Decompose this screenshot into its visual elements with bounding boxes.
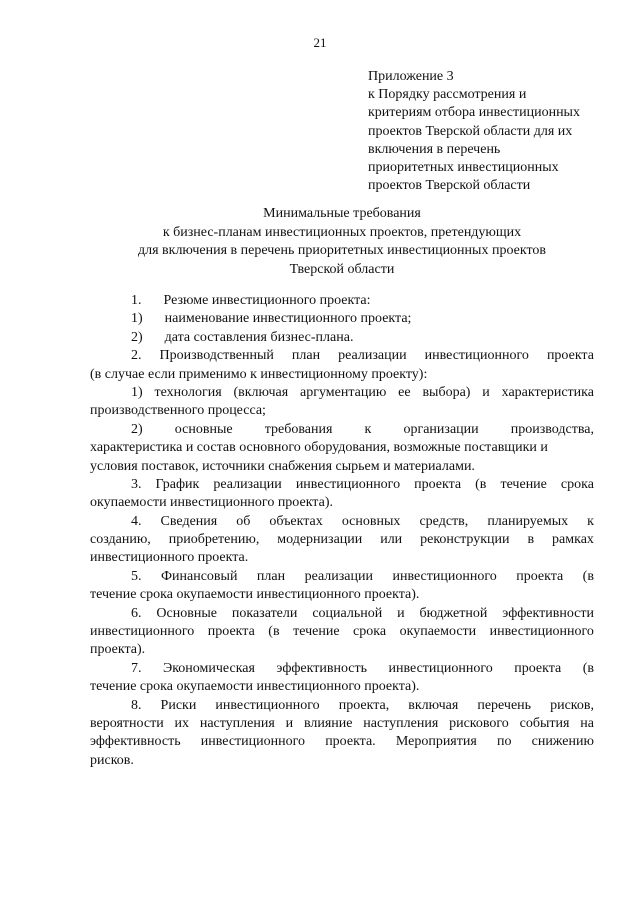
text-line	[90, 623, 594, 641]
appendix-line: к Порядку рассмотрения и	[368, 87, 527, 103]
word: (включая	[233, 384, 289, 400]
word: проекта	[546, 348, 594, 364]
word: (в	[475, 476, 487, 492]
word: инвестиционного	[200, 734, 306, 750]
word: производства,	[510, 421, 594, 437]
item-number: 1.	[131, 293, 142, 308]
word: основных	[341, 513, 401, 529]
word: ее	[398, 384, 411, 400]
word: об	[236, 513, 251, 529]
word: социальной	[312, 605, 383, 621]
list-item-8	[90, 697, 594, 715]
appendix-line: проектов Тверской области	[368, 178, 531, 194]
word: организации	[403, 421, 479, 437]
sub-item	[90, 329, 594, 347]
word: инвестиционного	[215, 697, 320, 713]
word: Основные	[156, 605, 217, 621]
list-item-6	[90, 605, 594, 623]
word: срока	[353, 624, 387, 640]
word: Риски	[160, 697, 197, 713]
list-item-5	[90, 568, 594, 586]
word: объектах	[269, 513, 323, 529]
text-line: течение срока окупаемости инвестиционного проекта).	[90, 587, 420, 603]
word: рискового	[449, 715, 509, 731]
title-line: к бизнес-планам инвестиционных проектов, претендующих	[162, 224, 522, 240]
word: показатели	[231, 605, 298, 621]
list-item-7	[90, 660, 594, 678]
text-line: проекта).	[90, 642, 146, 658]
word: на	[580, 715, 594, 731]
word: включая	[408, 697, 459, 713]
word: наступления	[199, 715, 275, 731]
word: характеристика	[501, 384, 594, 400]
word: окупаемости	[399, 624, 477, 640]
word: основные	[174, 421, 233, 437]
word: Сведения	[160, 513, 218, 529]
appendix-header	[368, 68, 618, 195]
word: Экономическая	[162, 660, 255, 676]
list-item-4	[90, 513, 594, 531]
text-line: инвестиционного проекта.	[90, 550, 249, 566]
word: рисков,	[550, 697, 594, 713]
word: течение	[293, 624, 340, 640]
text-line: окупаемости инвестиционного проекта).	[90, 495, 333, 511]
text-line: производственного процесса;	[90, 403, 266, 419]
word: проекта	[516, 568, 564, 584]
word: план	[256, 568, 286, 584]
text-line: рисков.	[90, 752, 134, 768]
word: Производственный	[159, 348, 274, 364]
word: инвестиционного	[90, 624, 195, 640]
word: реализации	[213, 476, 282, 492]
title-line: Минимальные требования	[263, 206, 421, 221]
word: и	[285, 715, 294, 731]
word: реализации	[304, 568, 373, 584]
item-number: 1)	[131, 384, 143, 400]
word: модернизации	[277, 532, 363, 548]
word: их	[174, 715, 190, 731]
word: инвестиционного	[388, 660, 493, 676]
word: план	[291, 348, 321, 364]
word: течение	[500, 476, 547, 492]
word: реконструкции	[420, 532, 510, 548]
title-line: Тверской области	[289, 261, 395, 277]
word: эффективность	[90, 734, 181, 750]
word: проекта	[207, 624, 255, 640]
word: (в	[582, 568, 594, 584]
word: проекта,	[338, 697, 390, 713]
word: или	[380, 532, 403, 548]
word: (в	[268, 624, 280, 640]
appendix-line: критериям отбора инвестиционных	[368, 105, 580, 121]
word: аргументацию	[300, 384, 387, 400]
word: проекта	[514, 660, 562, 676]
appendix-line: включения в перечень	[368, 141, 501, 157]
word: в	[527, 532, 535, 548]
item-number: 3.	[131, 476, 142, 492]
word: рамках	[552, 532, 594, 548]
word: бюджетной	[419, 605, 488, 621]
word: наступления	[363, 715, 439, 731]
word: приобретению,	[168, 532, 260, 548]
item-number: 8.	[131, 697, 142, 713]
text-line	[90, 733, 594, 751]
item-text: Резюме инвестиционного проекта:	[163, 293, 371, 308]
word: влияние	[303, 715, 353, 731]
word: эффективности	[502, 605, 594, 621]
word: вероятности	[90, 715, 164, 731]
word: и	[482, 384, 490, 400]
word: (в	[582, 660, 594, 676]
text-line: характеристика и состав основного оборудования, возможные поставщики и	[90, 440, 548, 456]
word: выбора)	[422, 384, 471, 400]
word: эффективность	[276, 660, 368, 676]
text-line	[90, 715, 594, 733]
word: к	[587, 513, 594, 529]
item-text: дата составления бизнес-плана.	[164, 329, 354, 345]
sub-item	[90, 384, 594, 402]
word: инвестиционного	[489, 624, 594, 640]
word: Мероприятия	[395, 734, 477, 750]
item-number: 4.	[131, 513, 142, 529]
word: проекта.	[325, 734, 376, 750]
word: инвестиционного	[392, 568, 497, 584]
item-number: 6.	[131, 605, 142, 621]
appendix-line: приоритетных инвестиционных	[368, 160, 559, 176]
word: и	[397, 605, 405, 621]
word: срока	[560, 476, 594, 492]
word: перечень	[477, 697, 532, 713]
item-number: 2)	[131, 421, 143, 437]
word: График	[155, 476, 200, 492]
word: средств,	[419, 513, 469, 529]
word: по	[496, 734, 512, 750]
word: проекта	[414, 476, 462, 492]
document-title	[90, 205, 594, 279]
appendix-line: Приложение 3	[368, 69, 454, 84]
appendix-line: проектов Тверской области для их	[368, 123, 573, 139]
word: инвестиционного	[295, 476, 401, 492]
text-line: течение срока окупаемости инвестиционного проекта).	[90, 679, 420, 695]
word: Финансовый	[160, 568, 238, 584]
word: инвестиционного	[424, 348, 529, 364]
list-item-3	[90, 476, 594, 494]
item-number: 1)	[131, 311, 143, 327]
title-line: для включения в перечень приоритетных инвестиционных проектов	[137, 243, 546, 258]
item-number: 2)	[131, 329, 143, 345]
page-number: 21	[313, 35, 327, 50]
sub-item	[90, 310, 594, 328]
list-item-1	[90, 292, 594, 310]
item-number: 2.	[131, 348, 142, 364]
list-item-2	[90, 347, 594, 365]
text-line	[90, 531, 594, 549]
word: требования	[264, 421, 333, 437]
word: к	[364, 421, 372, 437]
text-line: (в случае если применимо к инвестиционному проекту):	[90, 366, 428, 382]
item-number: 5.	[131, 568, 142, 584]
word: реализации	[338, 348, 407, 364]
requirements-list	[90, 292, 594, 770]
word: планируемых	[487, 513, 569, 529]
text-line: условия поставок, источники снабжения сырьем и материалами.	[90, 458, 475, 474]
item-number: 7.	[131, 660, 142, 676]
item-text: наименование инвестиционного проекта;	[164, 311, 412, 327]
word: технология	[154, 384, 222, 400]
word: созданию,	[90, 532, 151, 548]
word: снижению	[531, 734, 594, 750]
word: события	[519, 715, 570, 731]
sub-item	[90, 421, 594, 439]
